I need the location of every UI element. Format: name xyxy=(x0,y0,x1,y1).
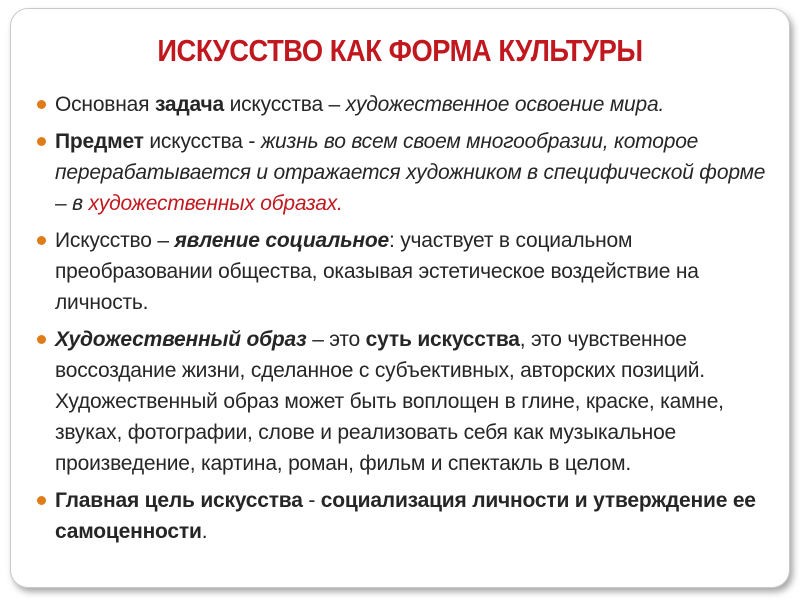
bullet-3-text-a: Искусство – xyxy=(55,229,175,252)
bullet-4-text-b: , это чувственное воссоздание жизни, сделанное с субъективных, авторских позиций. Художественный образ может быть воплощен в глине, краске, камне, звуках, фотографии, слове и реализовать себя как музыкальное произведение, картина, роман, фильм и спектакль в целом. xyxy=(55,328,724,475)
bullet-4-keyword-2: суть искусства xyxy=(365,328,520,351)
bullet-item-goal xyxy=(37,485,772,547)
slide-title: ИСКУССТВО КАК ФОРМА КУЛЬТУРЫ xyxy=(157,33,643,68)
bullet-1-text-a: Основная xyxy=(55,93,155,116)
bullet-2-definition: жизнь во всем своем многообразии, которое перерабатывается и отражается художником в специфической форме – в xyxy=(55,130,766,215)
bullet-1-definition: художественное освоение мира. xyxy=(345,93,665,116)
bullet-3-keyword: явление социальное xyxy=(174,229,389,252)
bullet-item-social xyxy=(37,225,772,318)
bullet-dot-icon xyxy=(37,236,46,245)
bullet-item-task xyxy=(37,89,772,120)
bullet-item-image xyxy=(37,324,772,479)
bullet-item-subject xyxy=(37,126,772,219)
bullet-5-text-a: - xyxy=(302,489,321,512)
bullet-1-text-b: искусства – xyxy=(223,93,346,116)
bullet-1-keyword: задача xyxy=(154,93,224,116)
bullet-2-accent: художественных образах. xyxy=(88,192,343,215)
slide-frame xyxy=(10,8,790,588)
bullet-list xyxy=(37,89,772,553)
bullet-3-text-b: : участвует в социальном преобразовании общества, оказывая эстетическое воздействие на личность. xyxy=(55,229,699,314)
bullet-5-text-b: . xyxy=(201,520,208,543)
bullet-dot-icon xyxy=(37,137,46,146)
bullet-5-keyword: Главная цель искусства xyxy=(55,489,303,512)
bullet-dot-icon xyxy=(37,335,46,344)
bullet-dot-icon xyxy=(37,100,46,109)
bullet-2-text-a: искусства - xyxy=(143,130,261,153)
bullet-5-keyword-2: социализация личности и утверждение ее самоценности xyxy=(55,489,756,543)
bullet-dot-icon xyxy=(37,496,46,505)
bullet-4-keyword: Художественный образ xyxy=(55,328,307,351)
bullet-2-keyword: Предмет xyxy=(55,130,144,153)
bullet-4-text-a: – это xyxy=(306,328,366,351)
